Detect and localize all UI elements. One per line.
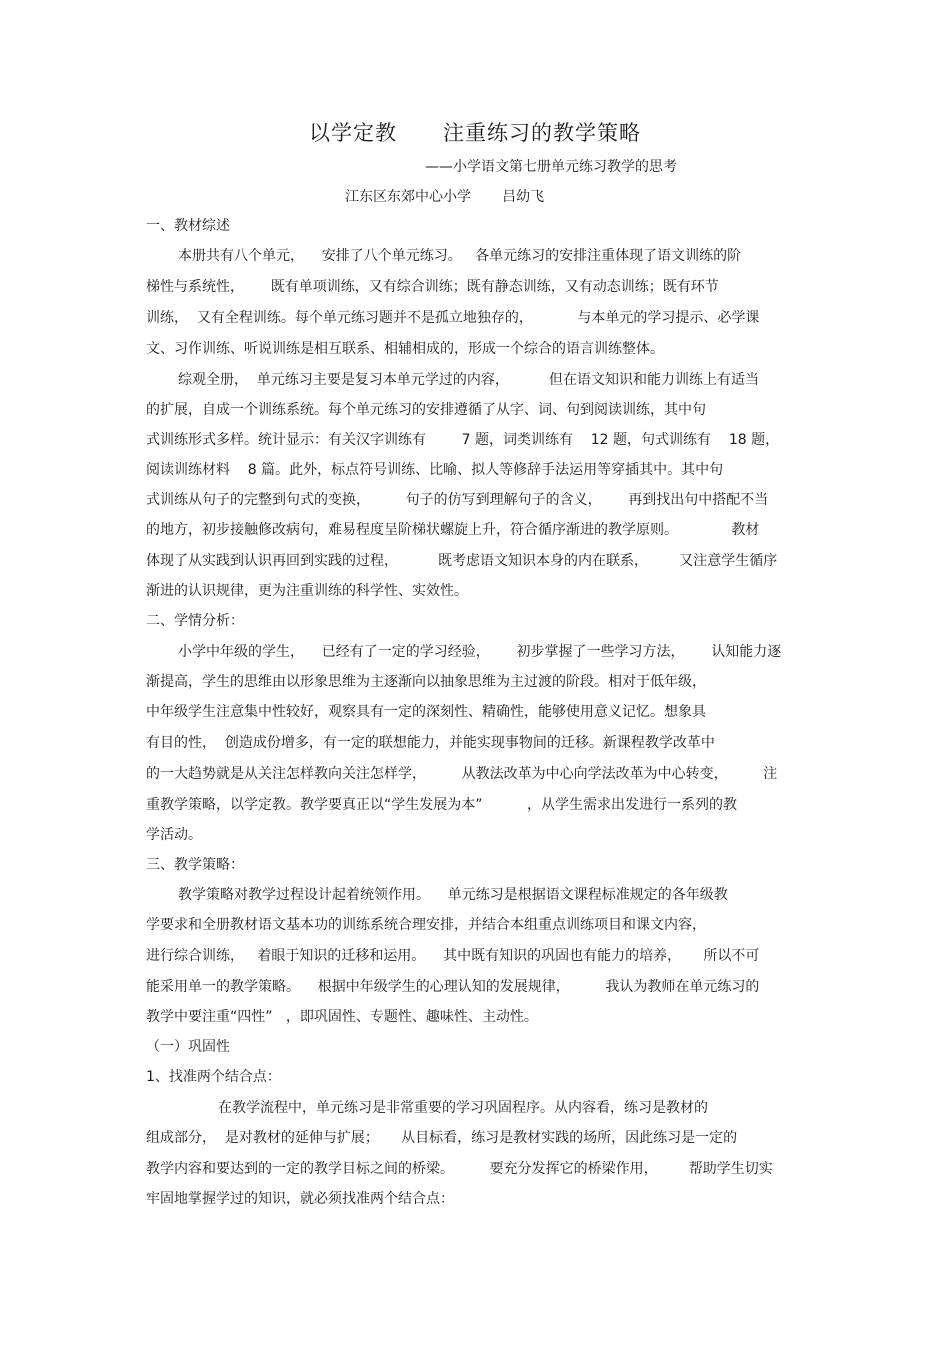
- paragraph-line: 学活动。: [146, 827, 202, 843]
- paragraph-line: 组成部分， 是对教材的延伸与扩展； 从目标看，练习是教材实践的场所，因此练习是一定的: [146, 1130, 738, 1146]
- paragraph-line: 渐进的认识规律，更为注重训练的科学性、实效性。: [146, 583, 468, 599]
- section-heading: 一、教材综述: [146, 218, 230, 234]
- paragraph-line: 的地方，初步接触修改病句，难易程度呈阶梯状螺旋上升，符合循序渐进的教学原则。 教材: [146, 522, 760, 538]
- paragraph-line: 牢固地掌握学过的知识，就必须找准两个结合点：: [146, 1191, 454, 1207]
- paragraph-line: 综观全册， 单元练习主要是复习本单元学过的内容， 但在语文知识和能力训练上有适当: [178, 372, 759, 388]
- paragraph-line: 教学内容和要达到的一定的教学目标之间的桥梁。 要充分发挥它的桥梁作用， 帮助学生切实: [146, 1161, 773, 1177]
- paragraph-line: 梯性与系统性， 既有单项训练，又有综合训练；既有静态训练，又有动态训练；既有环节: [146, 279, 719, 295]
- section-heading: 三、教学策略：: [146, 857, 244, 873]
- document-subtitle: ——小学语文第七册单元练习教学的思考: [425, 159, 677, 175]
- paragraph-line: 教学中要注重“四性” ，即巩固性、专题性、趣味性、主动性。: [146, 1009, 538, 1025]
- paragraph-line: 学要求和全册教材语文基本功的训练系统合理安排，并结合本组重点训练项目和课文内容，: [146, 917, 706, 933]
- paragraph-line: 教学策略对教学过程设计起着统领作用。 单元练习是根据语文课程标准规定的各年级教: [178, 887, 728, 903]
- document-author: 江东区东郊中心小学 吕幼飞: [345, 189, 545, 205]
- subsection-heading: （一）巩固性: [146, 1039, 230, 1055]
- paragraph-line: 阅读训练材料 8 篇。此外，标点符号训练、比喻、拟人等修辞手法运用等穿插其中。其中句: [146, 462, 724, 478]
- paragraph-line: 文、习作训练、听说训练是相互联系、相辅相成的，形成一个综合的语言训练整体。: [146, 341, 664, 357]
- paragraph-line: 式训练形式多样。统计显示：有关汉字训练有 7 题，词类训练有 12 题，句式训练有 18 题，: [146, 432, 780, 448]
- paragraph-line: 渐提高，学生的思维由以形象思维为主逐渐向以抽象思维为主过渡的阶段。相对于低年级，: [146, 674, 706, 690]
- paragraph-line: 重教学策略，以学定教。教学要真正以“学生发展为本” ，从学生需求出发进行一系列的教: [146, 797, 738, 813]
- paragraph-line: 训练， 又有全程训练。每个单元练习题并不是孤立地独存的， 与本单元的学习提示、必学课: [146, 310, 760, 326]
- paragraph-line: 能采用单一的教学策略。 根据中年级学生的心理认知的发展规律， 我认为教师在单元练习的: [146, 979, 760, 995]
- subsection-heading: 1、找准两个结合点：: [146, 1069, 281, 1085]
- paragraph-line: 的扩展，自成一个训练系统。每个单元练习的安排遵循了从字、词、句到阅读训练，其中句: [146, 402, 706, 418]
- paragraph-line: 有目的性， 创造成份增多，有一定的联想能力，并能实现事物间的迁移。新课程教学改革中: [146, 735, 715, 751]
- paragraph-line: 进行综合训练， 着眼于知识的迁移和运用。 其中既有知识的巩固也有能力的培养， 所以不可: [146, 948, 760, 964]
- section-heading: 二、学情分析：: [146, 613, 244, 629]
- paragraph-line: 体现了从实践到认识再回到实践的过程， 既考虑语文知识本身的内在联系， 又注意学生循序: [146, 553, 778, 569]
- paragraph-line: 本册共有八个单元， 安排了八个单元练习。 各单元练习的安排注重体现了语文训练的阶: [178, 248, 742, 264]
- paragraph-line: 式训练从句子的完整到句式的变换， 句子的仿写到理解句子的含义， 再到找出句中搭配不当: [146, 492, 769, 508]
- paragraph-line: 中年级学生注意集中性较好，观察具有一定的深刻性、精确性，能够使用意义记忆。想象具: [146, 704, 706, 720]
- paragraph-line: 的一大趋势就是从关注怎样教向关注怎样学， 从教法改革为中心向学法改革为中心转变， 注: [146, 766, 778, 782]
- document-title: 以学定教 注重练习的教学策略: [308, 121, 642, 145]
- paragraph-line: 小学中年级的学生， 已经有了一定的学习经验， 初步掌握了一些学习方法， 认知能力逐: [178, 644, 782, 660]
- paragraph-line: 在教学流程中，单元练习是非常重要的学习巩固程序。从内容看，练习是教材的: [218, 1100, 708, 1116]
